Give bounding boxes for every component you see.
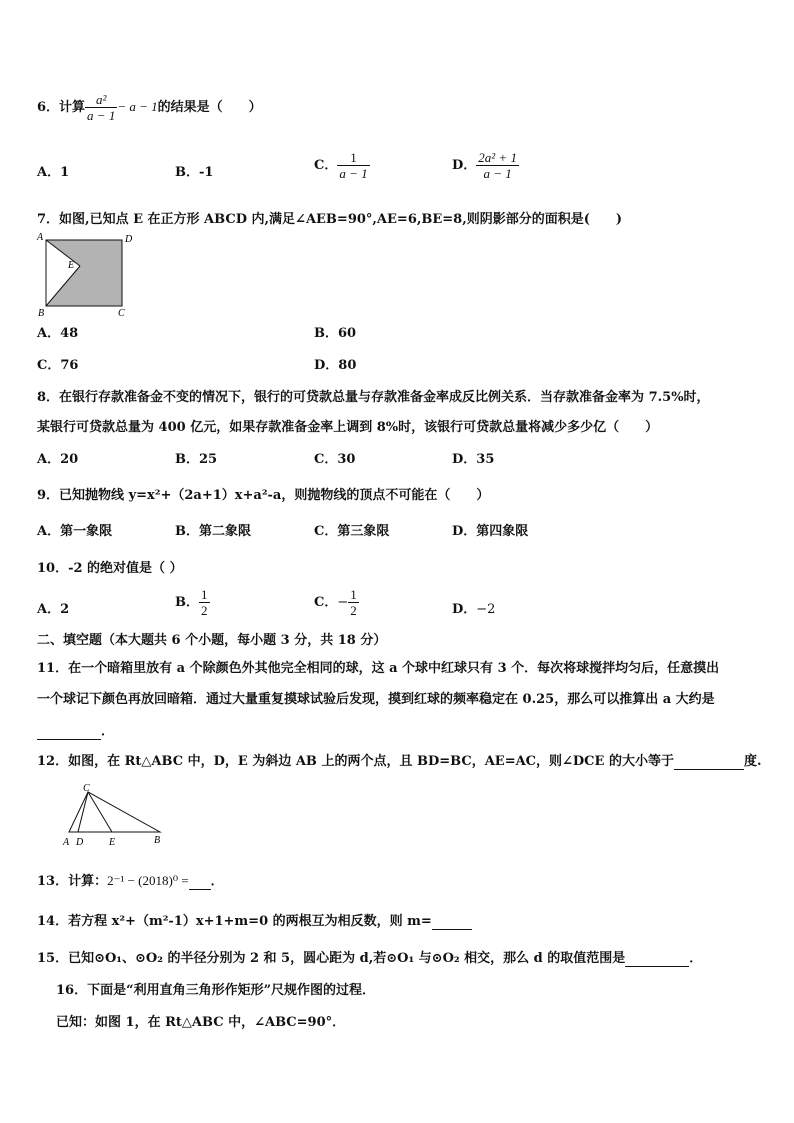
q6-fraction: $\frac{\text{a²}}{a - 1}$ bbox=[87, 92, 116, 123]
q16-stem-line1: 16．下面是“利用直角三角形作矩形”尺规作图的过程． bbox=[56, 983, 376, 998]
q13-answer-blank[interactable] bbox=[189, 874, 211, 890]
q12-segment-ce bbox=[88, 792, 112, 832]
q6-stem: 6．计算 $\frac{\text{a²}}{a - 1}$ − a − 1的结果是（ ） bbox=[37, 92, 262, 123]
q12-label-b: B bbox=[154, 835, 161, 846]
q8-stem-line2: 某银行可贷款总量为 400 亿元，如果存款准备金率上调到 8%时，该银行可贷款总量将减少多少亿（ ） bbox=[37, 420, 659, 435]
q12-label-a: A bbox=[63, 837, 70, 848]
q6-option-b[interactable]: B．-1 bbox=[175, 165, 214, 180]
section2-heading: 二、填空题（本大题共 6 个小题，每小题 3 分，共 18 分） bbox=[37, 633, 387, 648]
q7-label-d: D bbox=[125, 234, 133, 245]
q12-answer-blank[interactable] bbox=[674, 754, 744, 770]
q7-option-a[interactable]: A．48 bbox=[37, 326, 79, 341]
q12-label-c: C bbox=[83, 783, 90, 794]
q10-option-c[interactable]: C．− $\frac{1}{2}$ bbox=[314, 587, 357, 618]
q7-label-c: C bbox=[118, 308, 125, 318]
q7-option-d[interactable]: D．80 bbox=[314, 358, 357, 373]
q15-stem: 15．已知⊙O₁、⊙O₂ 的半径分别为 2 和 5，圆心距为 d,若⊙O₁ 与⊙O₂ 相交，那么 d 的取值范围是 ． bbox=[37, 951, 703, 966]
q14-stem: 14．若方程 x²+（m²-1）x+1+m=0 的两根互为相反数，则 m= bbox=[37, 910, 472, 930]
q10-option-a[interactable]: A．2 bbox=[37, 602, 70, 617]
q8-stem-line1: 8．在银行存款准备金不变的情况下，银行的可贷款总量与存款准备金率成反比例关系．当存款准备金率为 7.5%时， bbox=[37, 390, 710, 405]
q7-label-b: B bbox=[38, 308, 45, 318]
q14-answer-blank[interactable] bbox=[432, 914, 472, 930]
q7-option-c[interactable]: C．76 bbox=[37, 358, 79, 373]
q7-shaded-region bbox=[46, 240, 122, 306]
q16-stem-line2: 已知：如图 1，在 Rt△ABC 中，∠ABC=90°． bbox=[56, 1015, 346, 1030]
q6-option-a[interactable]: A．1 bbox=[37, 165, 70, 180]
q12-label-d: D bbox=[76, 837, 84, 848]
q6-option-d[interactable]: D． $\frac{\text{2a² + 1}}{a - 1}$ bbox=[452, 150, 517, 181]
q7-stem: 7．如图,已知点 E 在正方形 ABCD 内,满足∠AEB=90°,AE=6,BE=8,则阴影部分的面积是( ) bbox=[37, 212, 623, 227]
q11-answer-blank[interactable] bbox=[37, 724, 101, 740]
q9-option-c[interactable]: C．第三象限 bbox=[314, 524, 390, 539]
q15-answer-blank[interactable] bbox=[625, 951, 689, 967]
q7-label-a: A bbox=[37, 232, 44, 243]
q8-option-c[interactable]: C．30 bbox=[314, 452, 356, 467]
q8-option-d[interactable]: D．35 bbox=[452, 452, 495, 467]
q11-answer-line: ． bbox=[37, 720, 114, 740]
q11-stem-line2: 一个球记下颜色再放回暗箱．通过大量重复摸球试验后发现，摸到红球的频率稳定在 0.25，那么可以推算出 a 大约是 bbox=[37, 692, 715, 707]
q10-option-d[interactable]: D．−2 bbox=[452, 602, 496, 617]
q9-option-b[interactable]: B．第二象限 bbox=[175, 524, 252, 539]
q8-option-a[interactable]: A．20 bbox=[37, 452, 79, 467]
q12-label-e: E bbox=[109, 837, 116, 848]
q7-label-e: E bbox=[68, 260, 75, 271]
q9-stem: 9．已知抛物线 y=x²+（2a+1）x+a²-a，则抛物线的顶点不可能在（ ） bbox=[37, 488, 490, 503]
q9-option-a[interactable]: A．第一象限 bbox=[37, 524, 113, 539]
q8-option-b[interactable]: B．25 bbox=[175, 452, 218, 467]
q11-stem-line1: 11．在一个暗箱里放有 a 个除颜色外其他完全相同的球，这 a 个球中红球只有 3 个．每次将球搅拌均匀后，任意摸出 bbox=[37, 661, 720, 676]
q6-tail: − a − 1 bbox=[117, 99, 158, 114]
q13-stem: 13．计算：2⁻¹ − (2018)⁰ = ． bbox=[37, 873, 224, 889]
q7-option-b[interactable]: B．60 bbox=[314, 326, 357, 341]
q12-triangle-figure bbox=[60, 783, 180, 849]
q10-stem: 10．-2 的绝对值是（ ） bbox=[37, 561, 183, 576]
q9-option-d[interactable]: D．第四象限 bbox=[452, 524, 529, 539]
q10-option-b[interactable]: B． $\frac{1}{2}$ bbox=[175, 587, 208, 618]
q7-square-figure bbox=[34, 230, 134, 318]
q12-segment-cd bbox=[78, 792, 88, 832]
q6-option-c[interactable]: C． $\frac{1}{a - 1}$ bbox=[314, 150, 368, 181]
q12-stem: 12．如图，在 Rt△ABC 中，D，E 为斜边 AB 上的两个点，且 BD=BC，AE=AC，则∠DCE 的大小等于 度. bbox=[37, 754, 762, 769]
